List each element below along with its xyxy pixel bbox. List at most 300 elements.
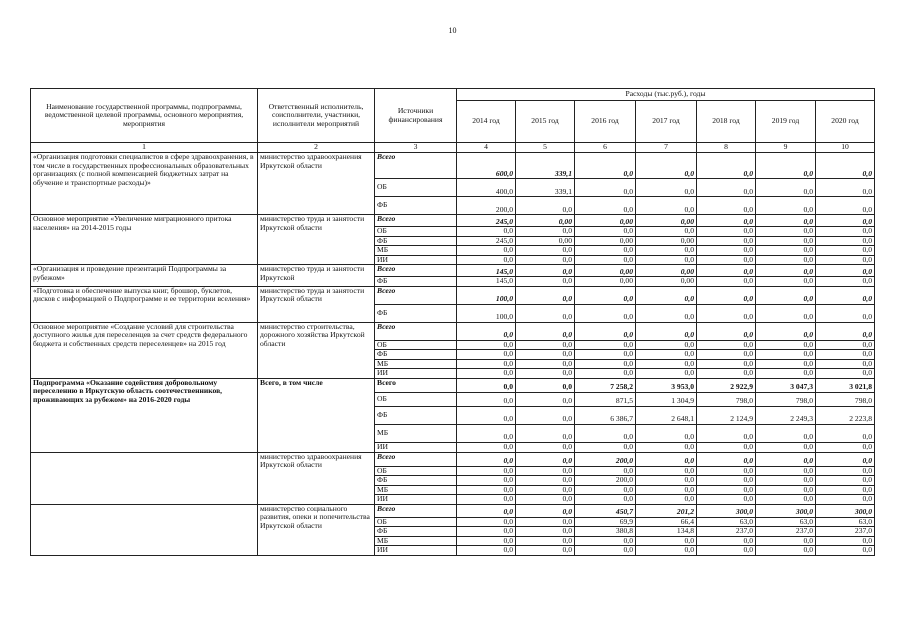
page-number: 10 bbox=[448, 26, 457, 35]
amount-cell: 0,0 bbox=[575, 197, 636, 215]
amount-cell: 0,0 bbox=[457, 536, 516, 546]
amount-cell: 0,0 bbox=[636, 495, 697, 505]
amount-cell: 0,0 bbox=[816, 277, 875, 287]
amount-cell: 0,0 bbox=[756, 227, 816, 237]
amount-cell: 0,0 bbox=[457, 517, 516, 527]
amount-cell: 0,0 bbox=[636, 153, 697, 179]
amount-cell: 300,0 bbox=[756, 504, 816, 517]
amount-cell: 0,0 bbox=[816, 179, 875, 197]
amount-cell: 0,0 bbox=[697, 536, 756, 546]
executor: министерство труда и занятости Иркутской области bbox=[258, 286, 375, 322]
header-year: 2019 год bbox=[756, 101, 816, 143]
amount-cell: 0,0 bbox=[457, 476, 516, 486]
amount-cell: 201,2 bbox=[636, 504, 697, 517]
executor: министерство здравоохранения Иркутской области bbox=[258, 452, 375, 504]
column-index: 3 bbox=[375, 143, 457, 153]
amount-cell: 300,0 bbox=[697, 504, 756, 517]
amount-cell: 7 258,2 bbox=[575, 378, 636, 392]
funding-source: ФБ bbox=[375, 350, 457, 360]
amount-cell: 0,0 bbox=[636, 442, 697, 452]
funding-source: ФБ bbox=[375, 476, 457, 486]
funding-source: ИИ bbox=[375, 495, 457, 505]
amount-cell: 0,0 bbox=[697, 265, 756, 277]
amount-cell: 0,0 bbox=[697, 485, 756, 495]
amount-cell: 0,0 bbox=[516, 322, 575, 340]
amount-cell: 0,0 bbox=[697, 255, 756, 265]
amount-cell: 2 223,8 bbox=[816, 406, 875, 424]
amount-cell: 0,0 bbox=[457, 452, 516, 466]
amount-cell: 134,8 bbox=[636, 527, 697, 537]
amount-cell: 798,0 bbox=[816, 392, 875, 406]
amount-cell: 100,0 bbox=[457, 304, 516, 322]
amount-cell: 0,0 bbox=[756, 546, 816, 556]
activity-name: «Подготовка и обеспечение выпуска книг, брошюр, буклетов, дисков с информацией о Подпрограмме и ее территории вселения» bbox=[31, 286, 258, 322]
amount-cell: 450,7 bbox=[575, 504, 636, 517]
amount-cell: 0,0 bbox=[575, 495, 636, 505]
amount-cell: 0,00 bbox=[636, 277, 697, 287]
amount-cell: 0,00 bbox=[636, 265, 697, 277]
amount-cell: 0,0 bbox=[636, 546, 697, 556]
amount-cell: 0,0 bbox=[516, 227, 575, 237]
amount-cell: 0,0 bbox=[516, 340, 575, 350]
funding-source: МБ bbox=[375, 424, 457, 442]
funding-source: ОБ bbox=[375, 179, 457, 197]
funding-source: МБ bbox=[375, 485, 457, 495]
table-body bbox=[31, 153, 875, 556]
funding-source: Всего bbox=[375, 322, 457, 340]
amount-cell: 0,0 bbox=[697, 179, 756, 197]
amount-cell: 0,0 bbox=[636, 340, 697, 350]
amount-cell: 0,0 bbox=[816, 286, 875, 304]
amount-cell: 0,0 bbox=[457, 466, 516, 476]
amount-cell: 0,0 bbox=[636, 536, 697, 546]
amount-cell: 0,0 bbox=[636, 369, 697, 379]
amount-cell: 0,0 bbox=[816, 485, 875, 495]
amount-cell: 380,8 bbox=[575, 527, 636, 537]
amount-cell: 0,0 bbox=[697, 304, 756, 322]
amount-cell: 0,0 bbox=[816, 227, 875, 237]
funding-source: МБ bbox=[375, 246, 457, 256]
table-row bbox=[31, 322, 875, 340]
funding-source: ОБ bbox=[375, 466, 457, 476]
amount-cell: 0,0 bbox=[516, 255, 575, 265]
activity-name: «Организация и проведение презентаций Подпрограммы за рубежом» bbox=[31, 265, 258, 287]
amount-cell: 200,0 bbox=[575, 476, 636, 486]
amount-cell: 0,0 bbox=[516, 277, 575, 287]
funding-source: Всего bbox=[375, 504, 457, 517]
amount-cell: 0,0 bbox=[516, 452, 575, 466]
amount-cell: 0,0 bbox=[457, 406, 516, 424]
funding-source: МБ bbox=[375, 536, 457, 546]
amount-cell: 0,0 bbox=[575, 340, 636, 350]
funding-source: ФБ bbox=[375, 304, 457, 322]
table-row bbox=[31, 504, 875, 517]
table-row bbox=[31, 153, 875, 179]
amount-cell: 0,0 bbox=[816, 476, 875, 486]
amount-cell: 6 386,7 bbox=[575, 406, 636, 424]
amount-cell: 245,0 bbox=[457, 215, 516, 227]
budget-table bbox=[30, 88, 875, 556]
amount-cell: 0,00 bbox=[516, 215, 575, 227]
amount-cell: 0,0 bbox=[516, 424, 575, 442]
amount-cell: 0,00 bbox=[575, 236, 636, 246]
funding-source: ФБ bbox=[375, 197, 457, 215]
amount-cell: 0,0 bbox=[457, 369, 516, 379]
amount-cell: 0,0 bbox=[756, 452, 816, 466]
table-row bbox=[31, 286, 875, 304]
amount-cell: 0,0 bbox=[816, 546, 875, 556]
amount-cell: 798,0 bbox=[756, 392, 816, 406]
amount-cell: 0,0 bbox=[636, 452, 697, 466]
amount-cell: 0,0 bbox=[756, 265, 816, 277]
executor: министерство труда и занятости Иркутской области bbox=[258, 215, 375, 265]
amount-cell: 0,0 bbox=[816, 322, 875, 340]
amount-cell: 0,0 bbox=[697, 495, 756, 505]
amount-cell: 0,0 bbox=[816, 246, 875, 256]
amount-cell: 0,0 bbox=[816, 153, 875, 179]
column-index: 9 bbox=[756, 143, 816, 153]
amount-cell: 0,0 bbox=[816, 359, 875, 369]
amount-cell: 0,0 bbox=[575, 179, 636, 197]
executor: министерство труда и занятости Иркутской bbox=[258, 265, 375, 287]
amount-cell: 0,00 bbox=[575, 265, 636, 277]
activity-name bbox=[31, 504, 258, 555]
amount-cell: 0,0 bbox=[516, 369, 575, 379]
amount-cell: 0,0 bbox=[636, 485, 697, 495]
column-index: 10 bbox=[816, 143, 875, 153]
funding-source: ФБ bbox=[375, 236, 457, 246]
amount-cell: 0,0 bbox=[636, 350, 697, 360]
amount-cell: 2 124,9 bbox=[697, 406, 756, 424]
amount-cell: 0,0 bbox=[575, 466, 636, 476]
amount-cell: 0,0 bbox=[457, 246, 516, 256]
amount-cell: 66,4 bbox=[636, 517, 697, 527]
amount-cell: 0,0 bbox=[756, 153, 816, 179]
amount-cell: 0,0 bbox=[575, 485, 636, 495]
header-year: 2017 год bbox=[636, 101, 697, 143]
amount-cell: 0,0 bbox=[816, 304, 875, 322]
funding-source: ИИ bbox=[375, 442, 457, 452]
amount-cell: 0,0 bbox=[816, 466, 875, 476]
table-header bbox=[31, 89, 875, 153]
amount-cell: 0,0 bbox=[756, 442, 816, 452]
table-row bbox=[31, 265, 875, 277]
amount-cell: 0,0 bbox=[697, 246, 756, 256]
amount-cell: 0,0 bbox=[816, 452, 875, 466]
amount-cell: 0,0 bbox=[756, 369, 816, 379]
amount-cell: 3 953,0 bbox=[636, 378, 697, 392]
amount-cell: 0,0 bbox=[457, 378, 516, 392]
amount-cell: 0,0 bbox=[516, 546, 575, 556]
executor: министерство здравоохранения Иркутской области bbox=[258, 153, 375, 215]
amount-cell: 0,0 bbox=[756, 277, 816, 287]
amount-cell: 0,0 bbox=[697, 424, 756, 442]
amount-cell: 0,0 bbox=[756, 215, 816, 227]
amount-cell: 0,0 bbox=[575, 246, 636, 256]
amount-cell: 0,0 bbox=[816, 536, 875, 546]
amount-cell: 0,0 bbox=[816, 369, 875, 379]
column-index: 8 bbox=[697, 143, 756, 153]
amount-cell: 0,0 bbox=[756, 322, 816, 340]
amount-cell: 0,0 bbox=[457, 322, 516, 340]
executor: министерство строительства, дорожного хозяйства Иркутской области bbox=[258, 322, 375, 378]
amount-cell: 0,0 bbox=[516, 286, 575, 304]
amount-cell: 0,0 bbox=[575, 304, 636, 322]
amount-cell: 0,0 bbox=[516, 359, 575, 369]
funding-source: Всего bbox=[375, 452, 457, 466]
amount-cell: 0,0 bbox=[697, 369, 756, 379]
amount-cell: 3 047,3 bbox=[756, 378, 816, 392]
column-index: 1 bbox=[31, 143, 258, 153]
activity-name bbox=[31, 452, 258, 504]
amount-cell: 0,0 bbox=[516, 536, 575, 546]
amount-cell: 0,0 bbox=[457, 546, 516, 556]
funding-source: ФБ bbox=[375, 277, 457, 287]
amount-cell: 0,0 bbox=[756, 476, 816, 486]
amount-cell: 100,0 bbox=[457, 286, 516, 304]
amount-cell: 0,0 bbox=[457, 424, 516, 442]
funding-source: МБ bbox=[375, 359, 457, 369]
amount-cell: 0,0 bbox=[816, 350, 875, 360]
amount-cell: 0,0 bbox=[697, 236, 756, 246]
amount-cell: 0,0 bbox=[816, 442, 875, 452]
funding-source: ОБ bbox=[375, 340, 457, 350]
amount-cell: 0,0 bbox=[575, 442, 636, 452]
amount-cell: 0,0 bbox=[516, 378, 575, 392]
amount-cell: 0,0 bbox=[457, 485, 516, 495]
amount-cell: 63,0 bbox=[697, 517, 756, 527]
amount-cell: 237,0 bbox=[756, 527, 816, 537]
funding-source: ФБ bbox=[375, 527, 457, 537]
amount-cell: 69,9 bbox=[575, 517, 636, 527]
amount-cell: 0,0 bbox=[457, 359, 516, 369]
amount-cell: 2 648,1 bbox=[636, 406, 697, 424]
table-row bbox=[31, 452, 875, 466]
amount-cell: 0,0 bbox=[575, 350, 636, 360]
column-index: 4 bbox=[457, 143, 516, 153]
amount-cell: 600,0 bbox=[457, 153, 516, 179]
amount-cell: 0,0 bbox=[756, 255, 816, 265]
amount-cell: 0,0 bbox=[756, 246, 816, 256]
activity-name: Основное мероприятие «Увеличение миграционного притока населения» на 2014-2015 годы bbox=[31, 215, 258, 265]
amount-cell: 0,0 bbox=[516, 527, 575, 537]
amount-cell: 0,0 bbox=[636, 255, 697, 265]
amount-cell: 0,0 bbox=[756, 197, 816, 215]
funding-source: ИИ bbox=[375, 255, 457, 265]
amount-cell: 0,0 bbox=[636, 286, 697, 304]
amount-cell: 200,0 bbox=[457, 197, 516, 215]
amount-cell: 1 304,9 bbox=[636, 392, 697, 406]
amount-cell: 400,0 bbox=[457, 179, 516, 197]
amount-cell: 339,1 bbox=[516, 153, 575, 179]
amount-cell: 0,0 bbox=[457, 504, 516, 517]
amount-cell: 0,00 bbox=[516, 236, 575, 246]
amount-cell: 0,0 bbox=[756, 485, 816, 495]
amount-cell: 0,0 bbox=[756, 340, 816, 350]
amount-cell: 0,0 bbox=[636, 179, 697, 197]
amount-cell: 2 922,9 bbox=[697, 378, 756, 392]
amount-cell: 0,0 bbox=[636, 246, 697, 256]
amount-cell: 63,0 bbox=[816, 517, 875, 527]
amount-cell: 0,0 bbox=[575, 424, 636, 442]
funding-source: Всего bbox=[375, 378, 457, 392]
amount-cell: 0,0 bbox=[636, 466, 697, 476]
amount-cell: 0,0 bbox=[457, 340, 516, 350]
amount-cell: 0,0 bbox=[816, 236, 875, 246]
amount-cell: 145,0 bbox=[457, 277, 516, 287]
funding-source: Всего bbox=[375, 286, 457, 304]
amount-cell: 0,0 bbox=[756, 236, 816, 246]
amount-cell: 0,0 bbox=[575, 255, 636, 265]
amount-cell: 0,0 bbox=[575, 153, 636, 179]
amount-cell: 0,0 bbox=[697, 153, 756, 179]
amount-cell: 0,0 bbox=[697, 286, 756, 304]
amount-cell: 0,0 bbox=[457, 392, 516, 406]
amount-cell: 0,0 bbox=[575, 286, 636, 304]
amount-cell: 0,0 bbox=[575, 546, 636, 556]
amount-cell: 0,0 bbox=[816, 424, 875, 442]
funding-source: Всего bbox=[375, 265, 457, 277]
header-year: 2014 год bbox=[457, 101, 516, 143]
amount-cell: 0,0 bbox=[756, 424, 816, 442]
amount-cell: 798,0 bbox=[697, 392, 756, 406]
amount-cell: 0,0 bbox=[575, 359, 636, 369]
funding-source: ОБ bbox=[375, 392, 457, 406]
amount-cell: 0,0 bbox=[457, 495, 516, 505]
amount-cell: 300,0 bbox=[816, 504, 875, 517]
amount-cell: 245,0 bbox=[457, 236, 516, 246]
amount-cell: 0,0 bbox=[697, 215, 756, 227]
amount-cell: 0,0 bbox=[816, 197, 875, 215]
amount-cell: 0,0 bbox=[516, 350, 575, 360]
header-year: 2018 год bbox=[697, 101, 756, 143]
amount-cell: 0,0 bbox=[816, 255, 875, 265]
activity-name: Подпрограмма «Оказание содействия добровольному переселению в Иркутскую область соотечественников, проживающих за рубежом» на 2016-2020 годы bbox=[31, 378, 258, 452]
header-executor: Ответственный исполнитель, соисполнители, участники, исполнители мероприятий bbox=[258, 89, 375, 143]
amount-cell: 339,1 bbox=[516, 179, 575, 197]
amount-cell: 0,0 bbox=[516, 265, 575, 277]
amount-cell: 0,0 bbox=[457, 350, 516, 360]
amount-cell: 0,0 bbox=[697, 340, 756, 350]
amount-cell: 0,0 bbox=[816, 495, 875, 505]
amount-cell: 0,0 bbox=[516, 246, 575, 256]
amount-cell: 0,00 bbox=[575, 215, 636, 227]
amount-cell: 0,0 bbox=[516, 406, 575, 424]
funding-source: ОБ bbox=[375, 227, 457, 237]
funding-source: ОБ bbox=[375, 517, 457, 527]
amount-cell: 145,0 bbox=[457, 265, 516, 277]
amount-cell: 0,0 bbox=[516, 304, 575, 322]
amount-cell: 0,0 bbox=[457, 227, 516, 237]
amount-cell: 0,0 bbox=[756, 179, 816, 197]
amount-cell: 0,0 bbox=[697, 452, 756, 466]
amount-cell: 0,0 bbox=[756, 286, 816, 304]
amount-cell: 0,0 bbox=[816, 265, 875, 277]
amount-cell: 0,00 bbox=[636, 215, 697, 227]
amount-cell: 0,0 bbox=[816, 340, 875, 350]
amount-cell: 0,0 bbox=[756, 304, 816, 322]
amount-cell: 0,0 bbox=[697, 546, 756, 556]
amount-cell: 200,0 bbox=[575, 452, 636, 466]
activity-name: Основное мероприятие «Создание условий для строительства доступного жилья для переселенцев за счет средств федерального бюджета и собственных средств переселенцев» на 2015 год bbox=[31, 322, 258, 378]
amount-cell: 2 249,3 bbox=[756, 406, 816, 424]
amount-cell: 0,0 bbox=[636, 197, 697, 215]
amount-cell: 3 021,8 bbox=[816, 378, 875, 392]
amount-cell: 0,00 bbox=[636, 236, 697, 246]
amount-cell: 0,0 bbox=[816, 215, 875, 227]
amount-cell: 0,0 bbox=[697, 442, 756, 452]
table-row bbox=[31, 378, 875, 392]
amount-cell: 0,0 bbox=[457, 527, 516, 537]
amount-cell: 0,0 bbox=[756, 466, 816, 476]
amount-cell: 0,0 bbox=[636, 304, 697, 322]
amount-cell: 0,0 bbox=[575, 227, 636, 237]
header-year: 2016 год bbox=[575, 101, 636, 143]
amount-cell: 0,0 bbox=[636, 227, 697, 237]
column-index: 2 bbox=[258, 143, 375, 153]
header-year: 2020 год bbox=[816, 101, 875, 143]
amount-cell: 0,0 bbox=[516, 466, 575, 476]
amount-cell: 0,0 bbox=[697, 359, 756, 369]
amount-cell: 0,0 bbox=[516, 476, 575, 486]
table-row bbox=[31, 215, 875, 227]
amount-cell: 0,0 bbox=[575, 369, 636, 379]
amount-cell: 0,0 bbox=[516, 504, 575, 517]
amount-cell: 0,0 bbox=[697, 350, 756, 360]
amount-cell: 0,0 bbox=[697, 322, 756, 340]
amount-cell: 0,0 bbox=[756, 350, 816, 360]
amount-cell: 0,0 bbox=[457, 255, 516, 265]
amount-cell: 0,0 bbox=[575, 322, 636, 340]
amount-cell: 0,0 bbox=[516, 517, 575, 527]
amount-cell: 0,0 bbox=[516, 392, 575, 406]
amount-cell: 237,0 bbox=[816, 527, 875, 537]
funding-source: ФБ bbox=[375, 406, 457, 424]
amount-cell: 871,5 bbox=[575, 392, 636, 406]
amount-cell: 0,0 bbox=[457, 442, 516, 452]
amount-cell: 237,0 bbox=[697, 527, 756, 537]
amount-cell: 0,0 bbox=[756, 495, 816, 505]
amount-cell: 0,0 bbox=[697, 476, 756, 486]
amount-cell: 0,0 bbox=[636, 359, 697, 369]
header-expenses: Расходы (тыс.руб.), годы bbox=[457, 89, 875, 101]
amount-cell: 0,0 bbox=[697, 197, 756, 215]
funding-source: Всего bbox=[375, 215, 457, 227]
amount-cell: 0,0 bbox=[697, 466, 756, 476]
amount-cell: 0,0 bbox=[516, 197, 575, 215]
header-source: Источники финансирования bbox=[375, 89, 457, 143]
column-index: 7 bbox=[636, 143, 697, 153]
amount-cell: 0,0 bbox=[636, 424, 697, 442]
amount-cell: 0,0 bbox=[516, 485, 575, 495]
amount-cell: 0,0 bbox=[756, 536, 816, 546]
activity-name: «Организация подготовки специалистов в сфере здравоохранения, в том числе в государственных профессиональных образовательных организациях (с полной компенсацией бюджетных затрат на обучение и транспортные расходы)» bbox=[31, 153, 258, 215]
header-name: Наименование государственной программы, подпрограммы, ведомственной целевой программы, основного мероприятия, мероприятия bbox=[31, 89, 258, 143]
amount-cell: 63,0 bbox=[756, 517, 816, 527]
executor: министерство социального развития, опеки и попечительства Иркутской области bbox=[258, 504, 375, 555]
amount-cell: 0,0 bbox=[516, 442, 575, 452]
amount-cell: 0,0 bbox=[697, 227, 756, 237]
amount-cell: 0,0 bbox=[516, 495, 575, 505]
funding-source: ИИ bbox=[375, 546, 457, 556]
amount-cell: 0,0 bbox=[575, 536, 636, 546]
amount-cell: 0,0 bbox=[697, 277, 756, 287]
funding-source: Всего bbox=[375, 153, 457, 179]
header-year: 2015 год bbox=[516, 101, 575, 143]
column-index: 5 bbox=[516, 143, 575, 153]
column-index: 6 bbox=[575, 143, 636, 153]
amount-cell: 0,0 bbox=[636, 476, 697, 486]
